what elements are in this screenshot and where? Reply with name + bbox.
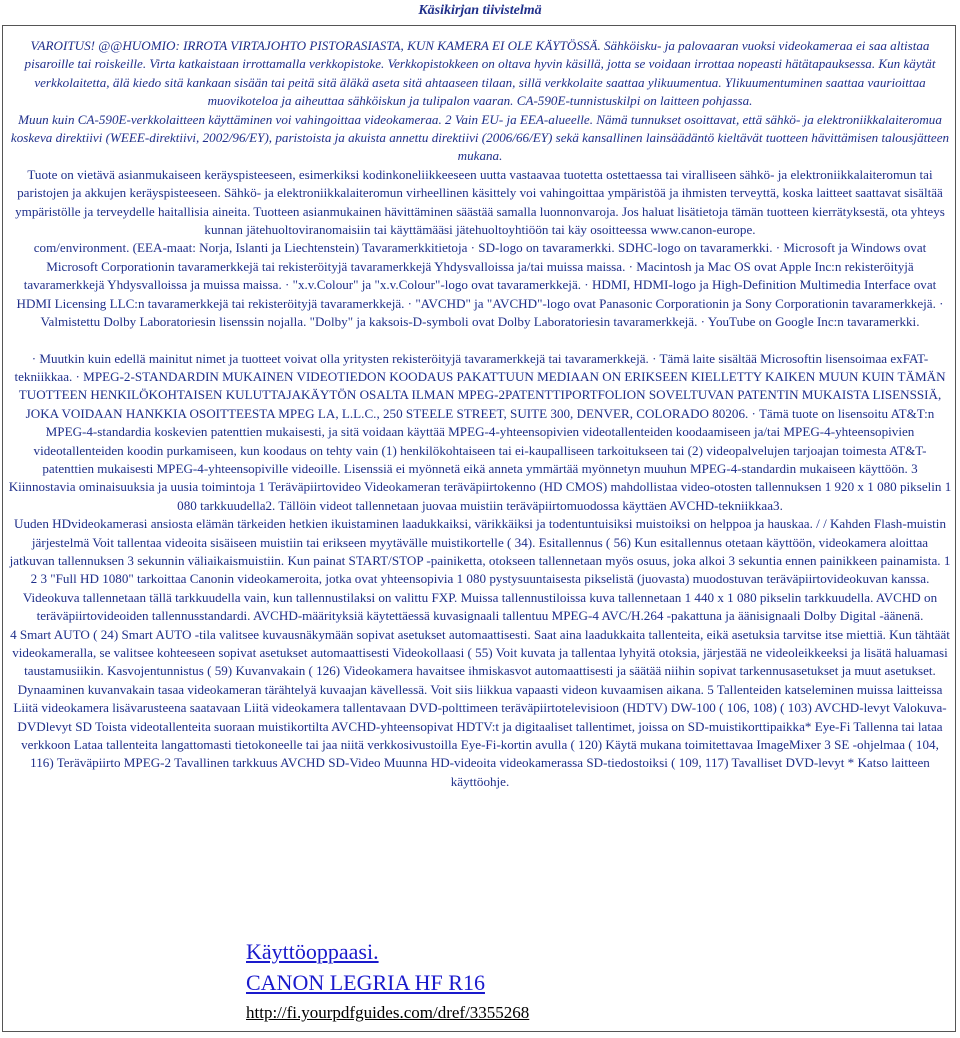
features-paragraph: Uuden HDvideokamerasi ansiosta elämän tärkeiden hetkien ikuistaminen laadukkaiksi, värikkäiksi ja todentuntuisiksi muistoiksi on helppoa ja hauskaa. / / Kahden Flash-muistin järjestelmä Voit tallentaa videoita sisäiseen muistiin tai erikseen myytävälle muistikortelle ( 34). Esitallennus ( 56) Kun esitallennus otetaan käyttöön, videokamera aloittaa jatkuvan tallennuksen 3 sekunnin väliaikaismuistiin. Kun painat START/STOP -painiketta, otokseen tallennetaan myös osuus, joka alkoi 3 sekuntia ennen painikkeen painamista. 1 2 3 "Full HD 1080" tarkoittaa Canonin videokameroita, jotka ovat yhteensopivia 1 080 pystysuuntaisesta pikselistä (juovasta) muodostuvan teräväpiirtovideokuvan kanssa.	[9, 516, 951, 587]
model-link[interactable]: CANON LEGRIA HF R16	[246, 970, 485, 995]
document-frame	[2, 25, 956, 1032]
manual-links	[246, 936, 529, 1026]
weee-note-text: Nämä tunnukset osoittavat, että sähkö- ja elektroniikkalaiteromua koskeva direktiivi (WEEE-direktiivi, 2002/96/EY), paristoista ja akuista annettu direktiivi (2006/66/EY) sekä kansallinen lainsäädäntö kieltävät tuotteen hävittämisen talousjätteen mukana.	[10, 111, 950, 164]
manual-link[interactable]: Käyttöoppaasi.	[246, 939, 379, 964]
trademark-paragraph: com/environment. (EEA-maat: Norja, Islanti ja Liechtenstein) Tavaramerkkitietoja · SD-logo on tavaramerkki. SDHC-logo on tavaramerkki. · Microsoft ja Windows ovat Microsoft Corporationin tavaramerkkejä tai rekisteröityjä tavaramerkkejä Yhdysvalloissa ja/tai muissa maissa. · Macintosh ja Mac OS ovat Apple Inc:n rekisteröityjä tavaramerkkejä Yhdysvalloissa ja muissa maissa. · "x.v.Colour" ja "x.v.Colour"-logo ovat tavaramerkkejä. · HDMI, HDMI-logo ja High-Definition Multimedia Interface ovat HDMI Licensing LLC:n tavaramerkkejä tai rekisteröityjä tavaramerkkejä. · "AVCHD" ja "AVCHD"-logo ovat Panasonic Corporationin ja Sony Corporationin tavaramerkkejä. · Valmistettu Dolby Laboratoriesin lisenssin nojalla. "Dolby" ja kaksois-D-symboli ovat Dolby Laboratoriesin tavaramerkkejä. · YouTube on Google Inc:n tavaramerkki.	[16, 240, 944, 330]
paragraph-spacer	[8, 332, 952, 350]
warning-paragraph: VAROITUS! @@HUOMIO: IRROTA VIRTAJOHTO PISTORASIASTA, KUN KAMERA EI OLE KÄYTÖSSÄ. Sähköisku- ja palovaaran vuoksi videokameraa ei saa altistaa pisaroille tai roiskeille. Virta katkaistaan irrottamalla verkkopistoke. Verkkopistokkeen on oltava hyvin käsillä, jotta se voidaan irrottaa nopeasti hätätapauksessa. Kun käytät verkkolaitetta, älä kiedo sitä kankaan sisään tai peitä sitä äläkä aseta sitä ahtaaseen tilaan, sillä verkkolaite saattaa ylikuumentua. Ylikuumentuminen saattaa vaurioittaa muovikoteloa ja aiheuttaa sähköiskun ja tulipalon vaaran. CA-590E-tunnistuskilpi on laitteen pohjassa.	[24, 38, 936, 109]
license-paragraph: · Muutkin kuin edellä mainitut nimet ja tuotteet voivat olla yritysten rekisteröityjä tavaramerkkejä tai tavaramerkkejä. · Tämä laite sisältää Microsoftin lisensoimaa exFAT-tekniikkaa. · MPEG-2-STANDARDIN MUKAINEN VIDEOTIEDON KOODAUS PAKATTUUN MEDIAAN ON ERIKSEEN KIELLETTY KAIKEN MUUN KUIN TÄMÄN TUOTTEEN HENKILÖKOHTAISEN KULUTTAJAKÄYTÖN OSALTA ILMAN MPEG-2PATENTTIPORTFOLION SOVELTUVAN PATENTIN MUKAISTA LISENSSIÄ, JOKA VOIDAAN HANKKIA OSOITTEESTA MPEG LA, L.L.C., 250 STEELE STREET, SUITE 300, DENVER, COLORADO 80206. · Tämä tuote on lisensoitu AT&T:n MPEG-4-standardia koskevien patenttien mukaisesti, ja sitä voidaan käyttää MPEG-4-yhteensopivien videotallenteiden koodaamiseen ja/tai MPEG-4-yhteensopivien videotallenteiden koodin purkamiseen, kun koodaus on tehty vain (1) henkilökohtaiseen tai ei-kaupalliseen tarkoitukseen tai (2) videopalvelujen tarjoajan toimesta AT&T-patenttien mukaisesti MPEG-4-yhteensopiville videoille. Lisenssiä ei myönnetä eikä anneta ymmärtää myönnetyn muuhun MPEG-4-standardin mukaiseen käyttöön. 3 Kiinnostavia ominaisuuksia ja uusia toimintoja 1 Teräväpiirtovideo Videokameran teräväpiirtokenno (HD CMOS) mahdollistaa video-otosten tallennuksen 1 920 x 1 080 pikselin 1 080 tarkkuudella2. Tällöin videot tallennetaan juovaa muistiin teräväpiirtomuodossa käyttäen AVCHD-tekniikkaa3.	[8, 350, 952, 513]
guide-url-link[interactable]: http://fi.yourpdfguides.com/dref/3355268	[246, 1003, 530, 1022]
adapter-note-text: Muun kuin CA-590E-verkkolaitteen käyttäminen voi vahingoittaa videokameraa. 2 Vain EU- ja EEA-alueelle.	[18, 111, 593, 127]
adapter-note-paragraph	[8, 111, 952, 166]
recycling-paragraph: Tuote on vietävä asianmukaiseen keräyspisteeseen, esimerkiksi kodinkoneliikkeeseen uutta vastaavaa tuotetta ostettaessa tai viralliseen sähkö- ja elektroniikkalaiteromun tai paristojen ja akkujen keräyspisteeseen. Sähkö- ja elektroniikkalaiteromun virheellinen käsittely voi vahingoittaa ympäristöä ja ihmisten terveyttä, koska laitteet saattavat sisältää ympäristölle ja terveydelle haitallisia aineita. Tuotteen asianmukainen hävittäminen säästää samalla luonnonvaroja. Jos haluat lisätietoja tämän tuotteen kierrätyksestä, ota yhteys kunnan jätehuoltoviranomaisiin tai käyttämääsi jätehuoltoyhtiöön tai käy osoitteessa www.canon-europe.	[15, 166, 945, 238]
document-body	[8, 37, 952, 791]
avchd-paragraph: Videokuva tallennetaan tällä tarkkuudella vain, kun tallennustilaksi on valittu FXP. Muissa tallennustiloissa kuva tallennetaan 1 440 x 1 080 pikselin tarkkuudella. AVCHD on teräväpiirtovideoiden tallennusstandardi. AVCHD-määrityksiä käytettäessä kuvasignaali tallentuu MPEG-4 AVC/H.264 -pakattuna ja äänisignaali Dolby Digital -äänenä.	[22, 589, 938, 624]
page-title: Käsikirjan tiivistelmä	[418, 3, 542, 18]
smart-auto-paragraph: 4 Smart AUTO ( 24) Smart AUTO -tila valitsee kuvausnäkymään sopivat asetukset automaattisesti. Saat aina laadukkaita tallenteita, eikä asetuksia tarvitse itse miettiä. Kun tähtäät videokameralla, se valitsee kohteeseen sopivat asetukset automaattisesti Videokollaasi ( 55) Voit kuvata ja tallentaa lyhyitä otoksia, järjestää ne videoleikkeeksi ja lisätä haluamasi taustamusiikin. Kasvojentunnistus ( 59) Kuvanvakain ( 126) Videokamera havaitsee ihmiskasvot automaattisesti ja säätää niihin sopivat tarkennusasetukset ja muut asetukset. Dynaaminen kuvanvakain tasaa videokameran tärähtelyä kuvaajan kävellessä. Voit siis liikkua vapaasti videon kuvaamisen aikana. 5 Tallenteiden katseleminen muissa laitteissa Liitä videokamera lisävarusteena saatavaan Liitä videokamera tallentavaan DVD-polttimeen teräväpiirtotelevisioon (HDTV) DW-100 ( 106, 108) ( 103) AVCHD-levyt Valokuva-DVDlevyt SD Toista videotallenteita suoraan muistikortilta AVCHD-yhteensopivat HDTV:t ja digitaaliset tallentimet, joissa on SD-muistikorttipaikka* Eye-Fi Tallenna tai lataa verkkoon Lataa tallenteita langattomasti tietokoneelle tai jaa niitä verkkosivustoilla Eye-Fi-kortin avulla ( 120) Käytä mukana toimitettavaa ImageMixer 3 SE -ohjelmaa ( 104, 116) Teräväpiirto MPEG-2 Tavallinen tarkkuus AVCHD SD-Video Muunna HD-videoita videokamerassa SD-tiedostoiksi ( 109, 117) Tavalliset DVD-levyt * Katso laitteen käyttöohje.	[10, 626, 950, 789]
